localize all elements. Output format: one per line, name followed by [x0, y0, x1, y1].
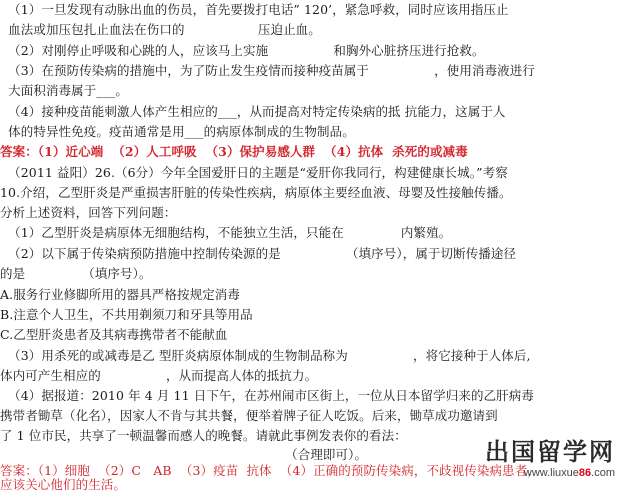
- option-c: C.乙型肝炎患者及其病毒携带者不能献血: [0, 327, 228, 342]
- text-line-sub3-cont: 体内可产生相应的 ，从而提高人体的抵抗力。: [0, 368, 318, 383]
- text-line-q1-cont: 血法或加压包扎止血法在伤口的 压迫止血。: [0, 22, 321, 37]
- text-line-q4-cont: 体的特异性免疫。疫苗通常是用___的病原体制成的生物制品。: [0, 124, 355, 139]
- text-line-sub4-cont2: 了 1 位市民，共享了一顿温馨而感人的晚餐。请就此事例发表你的看法：: [0, 428, 407, 443]
- logo-url: [465, 466, 615, 480]
- text-line-sub2-cont: 的是 （填序号）。: [0, 266, 152, 281]
- text-line-sub4: （4）据报道：2010 年 4 月 11 日下午，在苏州闹市区街上，一位从日本留学归来的乙肝病毒: [0, 388, 534, 403]
- option-a: A.服务行业修脚所用的器具严格按规定消毒: [0, 287, 241, 302]
- text-line-intro-cont: 10.介绍，乙型肝炎是严重损害肝脏的传染性疾病，病原体主要经血液、母婴及性接触传播。: [0, 185, 512, 200]
- text-line-sub1: （1）乙型肝炎是病原体无细胞结构，不能独立生活，只能在 内繁殖。: [0, 225, 452, 240]
- text-line-instruction: 分析上述资料，回答下列问题：: [0, 205, 177, 220]
- text-line-q3-cont: 大面积消毒属于___。: [0, 83, 128, 98]
- answer-line-2: 答案：（1）细胞 （2）C AB （3）疫苗 抗体 （4）正确的预防传染病，不歧视传染病患者，: [0, 463, 540, 478]
- option-b: B.注意个人卫生，不共用剃须刀和牙具等用品: [0, 307, 253, 322]
- text-line-sub3: （3）用杀死的或减毒是乙 型肝炎病原体制成的生物制品称为 ，将它接种于人体后,: [0, 348, 531, 363]
- answer-line-1: 答案：（1）近心端 （2）人工呼吸 （3）保护易感人群 （4）抗体 杀死的或减毒: [0, 144, 468, 159]
- text-line-question-intro: （2011 益阳）26.（6分）今年全国爱肝日的主题是“爱肝你我同行，构建健康长城。”考察: [0, 165, 508, 180]
- text-line-sub2: （2）以下属于传染病预防措施中控制传染源的是 （填序号），属于切断传播途径: [0, 246, 517, 261]
- logo-url-number: 86: [578, 467, 592, 479]
- answer-line-2-cont: 应该关心他们的生活。: [0, 477, 127, 492]
- text-line-sub4-cont1: 携带者锄草（化名），因家人不肯与其共餐，便举着牌子征人吃饭。后来，锄草成功邀请到: [0, 408, 498, 423]
- logo-title: 出国留学网: [485, 438, 615, 466]
- text-line-q4: （4）接种疫苗能刺激人体产生相应的___，从而提高对特定传染病的抵 抗能力，这属于人: [0, 104, 506, 119]
- text-line-q3: （3）在预防传染病的措施中，为了防止发生疫情而接种疫苗属于 ，使用消毒液进行: [0, 63, 535, 78]
- logo-url-prefix: www.liuxue: [523, 467, 579, 479]
- text-line-sub4-cont3: （合理即可）。: [0, 447, 368, 462]
- text-line-q2: （2）对刚停止呼吸和心跳的人，应该马上实施 和胸外心脏挤压进行抢救。: [0, 43, 485, 58]
- text-line-q1: （1）一旦发现有动脉出血的伤员，首先要拨打电话” 120’，紧急呼救，同时应该用指压止: [0, 2, 509, 17]
- logo-url-suffix: .com: [591, 467, 615, 479]
- site-watermark-logo: [465, 438, 615, 482]
